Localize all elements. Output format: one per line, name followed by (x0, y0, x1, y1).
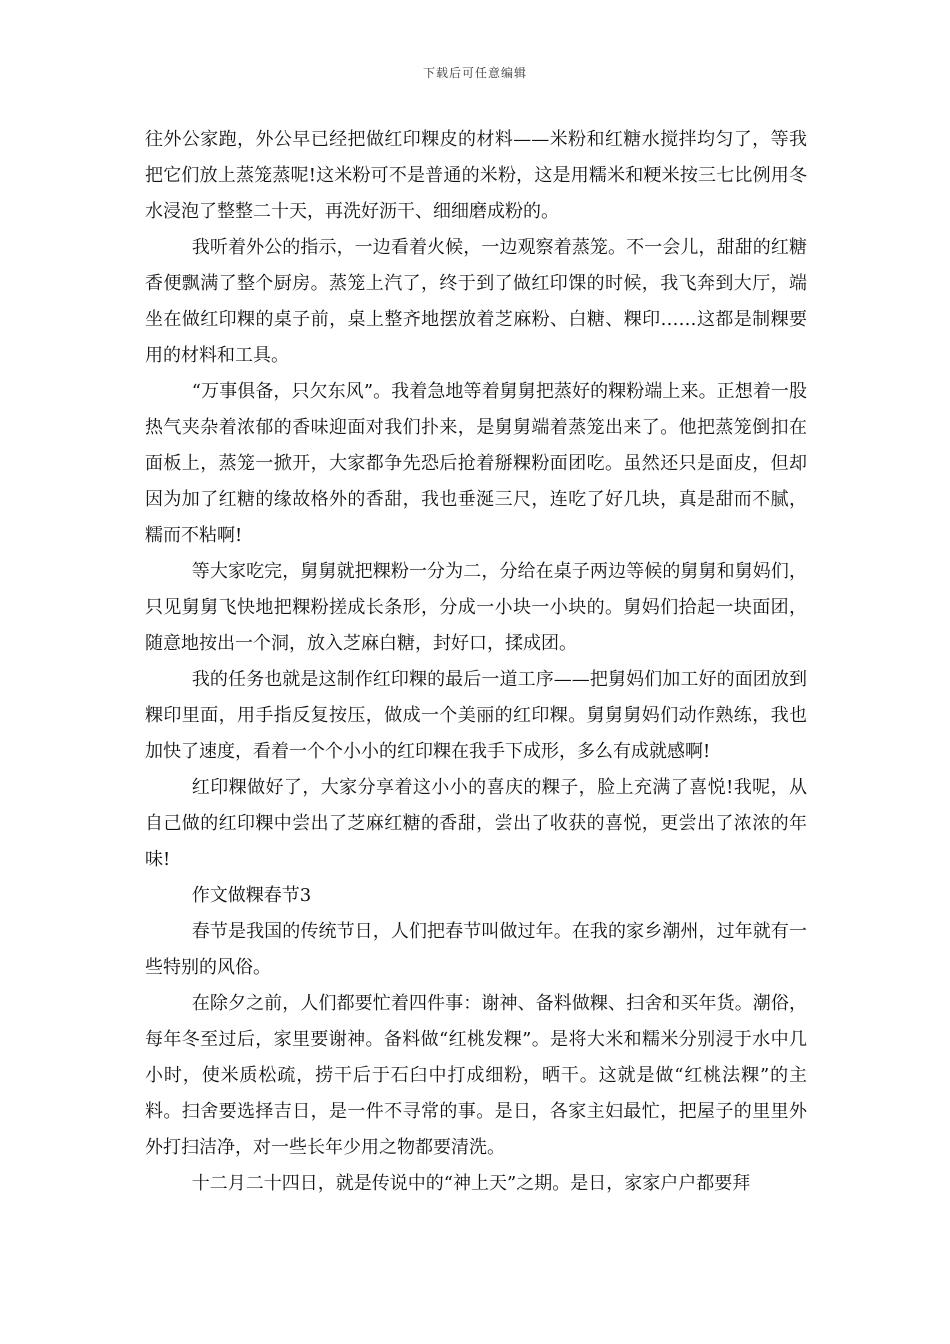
paragraph-3: “万事俱备，只欠东风”。我着急地等着舅舅把蒸好的粿粉端上来。正想着一股热气夹杂着浓郁的香味迎面对我们扑来，是舅舅端着蒸笼出来了。他把蒸笼倒扣在面板上，蒸笼一掀开，大家都争先恐后抢着掰粿粉面团吃。虽然还只是面皮，但却因为加了红糖的缘故格外的香甜，我也垂涎三尺，连吃了好几块，真是甜而不腻，糯而不粘啊! (145, 381, 807, 546)
paragraph-4: 等大家吃完，舅舅就把粿粉一分为二，分给在桌子两边等候的舅舅和舅妈们，只见舅舅飞快地把粿粉搓成长条形，分成一小块一小块的。舅妈们拾起一块面团，随意地按出一个洞，放入芝麻白糖，封好口，揉成团。 (145, 561, 807, 654)
paragraph-2: 我听着外公的指示，一边看着火候，一边观察着蒸笼。不一会儿，甜甜的红糖香便飘满了整个厨房。蒸笼上汽了，终于到了做红印馃的时候，我飞奔到大厅，端坐在做红印粿的桌子前，桌上整齐地摆放着芝麻粉、白糖、粿印……这都是制粿要用的材料和工具。 (145, 237, 807, 366)
paragraph-9: 十二月二十四日，就是传说中的“神上天”之期。是日，家家户户都要拜 (191, 1173, 751, 1194)
paragraph-7: 春节是我国的传统节日，人们把春节叫做过年。在我的家乡潮州，过年就有一些特别的风俗。 (145, 921, 807, 978)
paragraph-1: 往外公家跑，外公早已经把做红印粿皮的材料——米粉和红糖水搅拌均匀了，等我把它们放上蒸笼蒸呢!这米粉可不是普通的米粉，这是用糯米和粳米按三七比例用冬水浸泡了整整二十天，再洗好沥干、细细磨成粉的。 (145, 129, 807, 222)
document-body (145, 122, 807, 1202)
paragraph-5: 我的任务也就是这制作红印粿的最后一道工序——把舅妈们加工好的面团放到粿印里面，用手指反复按压，做成一个美丽的红印粿。舅舅舅妈们动作熟练，我也加快了速度，看着一个个小小的红印粿在我手下成形，多么有成就感啊! (145, 669, 807, 762)
page-header: 下载后可任意编辑 (422, 66, 527, 80)
section-title: 作文做粿春节3 (191, 885, 312, 906)
paragraph-8: 在除夕之前，人们都要忙着四件事：谢神、备料做粿、扫舍和买年货。潮俗，每年冬至过后，家里要谢神。备料做“红桃发粿”。是将大米和糯米分别浸于水中几小时，使米质松疏，捞干后于石臼中打成细粉，晒干。这就是做“红桃法粿”的主料。扫舍要选择吉日，是一件不寻常的事。是日，各家主妇最忙，把屋子的里里外外打扫洁净，对一些长年少用之物都要清洗。 (145, 993, 807, 1158)
paragraph-6: 红印粿做好了，大家分享着这小小的喜庆的粿子，脸上充满了喜悦!我呢，从自己做的红印粿中尝出了芝麻红糖的香甜，尝出了收获的喜悦，更尝出了浓浓的年味! (145, 777, 807, 870)
